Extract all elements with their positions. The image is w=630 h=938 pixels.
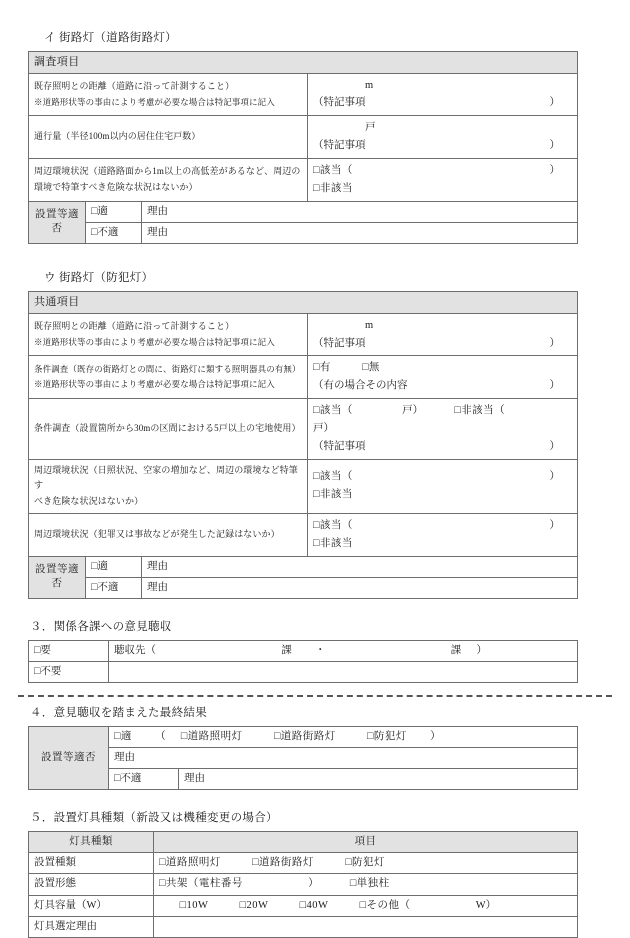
u-distance-note[interactable]	[313, 335, 572, 353]
u-environment1-not-applicable-checkbox[interactable]: □非該当	[313, 489, 353, 501]
section-5-selection-reason-label: 灯具選定理由	[29, 916, 154, 937]
table-row	[29, 399, 578, 460]
environment-not-applicable-checkbox[interactable]: □非該当	[313, 182, 353, 194]
section-i-table	[28, 51, 578, 244]
traffic-unit: 戸	[365, 122, 376, 134]
section-u-ok-reason[interactable]: 理由	[142, 556, 578, 577]
table-row	[29, 356, 578, 399]
u-condition2-applicable-checkbox[interactable]: □該当（	[313, 405, 353, 417]
section-u-ng-checkbox[interactable]: □不適	[86, 577, 142, 598]
section-3-target-close: ）	[476, 644, 487, 656]
section-4-heading: ４．意見聴収を踏まえた最終結果	[30, 707, 207, 720]
section-4-ng-checkbox[interactable]: □不適	[109, 769, 179, 790]
section-4-option-road-lighting[interactable]: □道路照明灯	[180, 730, 243, 742]
u-condition1-note[interactable]	[313, 377, 572, 395]
u-distance-value-cell[interactable]	[308, 313, 578, 356]
u-distance-label-line1: 既存照明との距離（道路に沿って計測すること）	[34, 321, 235, 332]
section-4-paren-close: ）	[430, 730, 441, 742]
section-3-dot: ・	[315, 644, 326, 656]
traffic-note-open: （特記事項	[313, 140, 366, 152]
traffic-note[interactable]	[313, 137, 572, 155]
u-environment2-applicable-checkbox[interactable]: □該当（	[313, 519, 353, 531]
u-distance-unit: m	[365, 319, 374, 331]
u-condition1-label-cell	[29, 356, 308, 399]
section-i-ng-checkbox[interactable]: □不適	[86, 222, 142, 243]
section-i-ok-checkbox[interactable]: □適	[86, 201, 142, 222]
u-environment1-label-cell	[29, 459, 308, 513]
u-condition2-unit-1: 戸）	[402, 405, 424, 417]
table-row	[29, 313, 578, 356]
section-5-install-form-options[interactable]	[154, 874, 578, 895]
u-condition1-checks[interactable]	[313, 359, 572, 377]
section-5-option-road-streetlight[interactable]: □道路街路灯	[252, 857, 314, 869]
table-row	[29, 459, 578, 513]
section-5-selection-reason-value[interactable]	[154, 916, 578, 937]
distance-value-cell[interactable]	[308, 73, 578, 116]
u-condition2-label-cell: 条件調査（設置箇所から30mの区間における5戸以上の宅地使用）	[29, 399, 308, 460]
table-row	[29, 577, 578, 598]
section-3-table	[28, 640, 578, 683]
distance-label-line2: ※道路形状等の事由により考慮が必要な場合は特記事項に記入	[34, 96, 275, 107]
section-u-table-header: 共通項目	[29, 291, 578, 313]
environment-label-line1: 周辺環境状況（道路路面から1m以上の高低差があるなど、周辺の	[34, 166, 301, 177]
environment-applicable-checkbox[interactable]: □該当（	[313, 165, 353, 177]
section-4-ng-reason[interactable]: 理由	[179, 769, 578, 790]
section-i-heading: イ 街路灯（道路街路灯）	[44, 32, 177, 44]
table-row	[29, 73, 578, 116]
u-condition2-note-open: （特記事項	[313, 440, 366, 452]
section-5-install-type-options[interactable]	[154, 853, 578, 874]
u-condition1-note-open: （有の場合その内容	[313, 380, 408, 392]
table-row	[29, 159, 578, 202]
u-environment1-label-line2: べき危険な状況はないか）	[34, 496, 144, 507]
section-5-option-20w[interactable]: □20W	[239, 899, 269, 911]
traffic-note-close: ）	[549, 140, 561, 152]
u-distance-note-close: ）	[549, 337, 561, 349]
section-4-option-road-streetlight[interactable]: □道路街路灯	[273, 730, 336, 742]
section-5-other-unit: W）	[475, 899, 497, 911]
section-5-install-type-label: 設置種類	[29, 853, 154, 874]
section-3-need-value[interactable]	[109, 640, 578, 661]
u-condition2-unit-2: 戸）	[313, 422, 334, 434]
section-5-heading: ５．設置灯具種類（新設又は機種変更の場合）	[30, 812, 278, 825]
section-5-option-road-lighting[interactable]: □道路照明灯	[159, 857, 221, 869]
spacer-after-section-u	[0, 599, 630, 621]
table-row	[29, 874, 578, 895]
environment-applicable-close: ）	[549, 165, 561, 177]
section-4-judgement-label: 設置等適否	[29, 726, 109, 790]
table-row	[29, 222, 578, 243]
section-i-ok-reason[interactable]: 理由	[142, 201, 578, 222]
section-i-table-header: 調査項目	[29, 51, 578, 73]
table-row	[29, 769, 578, 790]
distance-label-cell	[29, 73, 308, 116]
section-5-install-form-label: 設置形態	[29, 874, 154, 895]
section-5-option-10w[interactable]: □10W	[179, 899, 209, 911]
u-distance-note-open: （特記事項	[313, 337, 366, 349]
section-5-option-security-light[interactable]: □防犯灯	[345, 857, 386, 869]
u-condition1-yes-checkbox[interactable]: □有	[313, 362, 331, 374]
u-environment2-label-cell: 周辺環境状況（犯罪又は事故などが発生した記録はないか）	[29, 513, 308, 556]
section-4-ok-reason[interactable]: 理由	[109, 747, 578, 768]
table-row	[29, 291, 578, 313]
u-condition2-checks[interactable]	[313, 402, 572, 438]
section-4-option-security-light[interactable]: □防犯灯	[367, 730, 407, 742]
table-row	[29, 726, 578, 747]
u-environment2-value-cell[interactable]	[308, 513, 578, 556]
u-distance-label-cell	[29, 313, 308, 356]
top-spacer	[0, 0, 630, 32]
table-row	[29, 116, 578, 159]
distance-note[interactable]	[313, 94, 572, 112]
distance-note-close: ）	[549, 97, 561, 109]
section-3-not-need-checkbox[interactable]: □不要	[29, 661, 109, 682]
table-row	[29, 916, 578, 937]
environment-label-line2: 環境で特筆すべき危険な状況はないか）	[34, 181, 198, 192]
u-environment1-applicable-row[interactable]	[313, 468, 572, 486]
table-row	[29, 640, 578, 661]
u-condition1-label-line1: 条件調査（既存の街路灯との間に、街路灯に類する照明器具の有無）	[34, 364, 301, 375]
u-condition1-label-line2: ※道路形状等の事由により考慮が必要な場合は特記事項に記入	[34, 379, 275, 390]
traffic-value-cell[interactable]	[308, 116, 578, 159]
section-5-wattage-options[interactable]	[154, 895, 578, 916]
table-row	[29, 895, 578, 916]
section-u-judgement-label: 設置等適否	[29, 556, 86, 598]
u-environment1-value-cell[interactable]	[308, 459, 578, 513]
u-condition1-no-checkbox[interactable]: □無	[362, 362, 380, 374]
spacer-after-section-4	[0, 790, 630, 812]
u-environment1-label-line1: 周辺環境状況（日照状況、空家の増加など、周辺の環境など特筆す	[34, 464, 298, 491]
section-4-ok-checkbox[interactable]: □適	[114, 730, 132, 742]
section-5-option-shared-pole[interactable]: □共架（電柱番号	[159, 878, 243, 890]
u-environment1-applicable-checkbox[interactable]: □該当（	[313, 471, 353, 483]
spacer-after-section-i	[0, 244, 630, 272]
section-5-table	[28, 831, 578, 938]
section-3-not-need-value[interactable]	[109, 661, 578, 682]
section-4-ok-row[interactable]	[109, 726, 578, 747]
section-u-heading: ウ 街路灯（防犯灯）	[44, 272, 154, 285]
traffic-label-cell: 通行量（半径100m以内の居住住宅戸数）	[29, 116, 308, 159]
section-u-ng-reason[interactable]: 理由	[142, 577, 578, 598]
u-condition1-value-cell[interactable]	[308, 356, 578, 399]
environment-label-cell	[29, 159, 308, 202]
section-5-wattage-label: 灯具容量（W）	[29, 895, 154, 916]
table-row	[29, 832, 578, 853]
section-5-option-40w[interactable]: □40W	[299, 899, 329, 911]
section-4-table	[28, 726, 578, 791]
section-3-need-checkbox[interactable]: □要	[29, 640, 109, 661]
u-condition2-note[interactable]	[313, 438, 572, 456]
distance-note-open: （特記事項	[313, 97, 366, 109]
section-3-heading: ３．関係各課への意見聴収	[30, 620, 172, 633]
u-environment2-not-applicable-checkbox[interactable]: □非該当	[313, 537, 353, 549]
u-distance-label-line2: ※道路形状等の事由により考慮が必要な場合は特記事項に記入	[34, 336, 275, 347]
section-3-ka-2: 課	[450, 644, 462, 656]
table-row	[29, 661, 578, 682]
u-environment2-applicable-close: ）	[549, 519, 561, 531]
environment-value-cell[interactable]	[308, 159, 578, 202]
u-environment1-applicable-close: ）	[549, 471, 561, 483]
u-condition2-value-cell[interactable]	[308, 399, 578, 460]
distance-label-line1: 既存照明との距離（道路に沿って計測すること）	[34, 81, 235, 92]
u-condition2-not-applicable-checkbox[interactable]: □非該当（	[454, 405, 506, 417]
section-3-target-open: 聴収先（	[114, 644, 156, 656]
dashed-separator	[18, 695, 612, 697]
section-5-option-standalone-pole[interactable]: □単独柱	[349, 878, 390, 890]
section-u-ok-checkbox[interactable]: □適	[86, 556, 142, 577]
environment-applicable-row[interactable]	[313, 162, 572, 180]
section-5-col-header-left: 灯具種類	[29, 832, 154, 853]
table-row	[29, 853, 578, 874]
section-5-shared-pole-close: ）	[308, 878, 319, 890]
table-row	[29, 747, 578, 768]
u-condition2-note-close: ）	[549, 440, 561, 452]
section-5-col-header-right: 項目	[154, 832, 578, 853]
section-i-ng-reason[interactable]: 理由	[142, 222, 578, 243]
table-row	[29, 201, 578, 222]
table-row	[29, 51, 578, 73]
section-i-judgement-label: 設置等適否	[29, 201, 86, 243]
table-row	[29, 556, 578, 577]
table-row	[29, 513, 578, 556]
section-3-ka-1: 課	[281, 644, 292, 656]
section-4-paren-open: （	[155, 730, 166, 742]
section-5-option-other[interactable]: □その他（	[359, 899, 411, 911]
u-condition1-note-close: ）	[549, 380, 561, 392]
u-environment2-applicable-row[interactable]	[313, 517, 572, 535]
distance-unit: m	[365, 79, 374, 91]
section-u-table	[28, 291, 578, 599]
